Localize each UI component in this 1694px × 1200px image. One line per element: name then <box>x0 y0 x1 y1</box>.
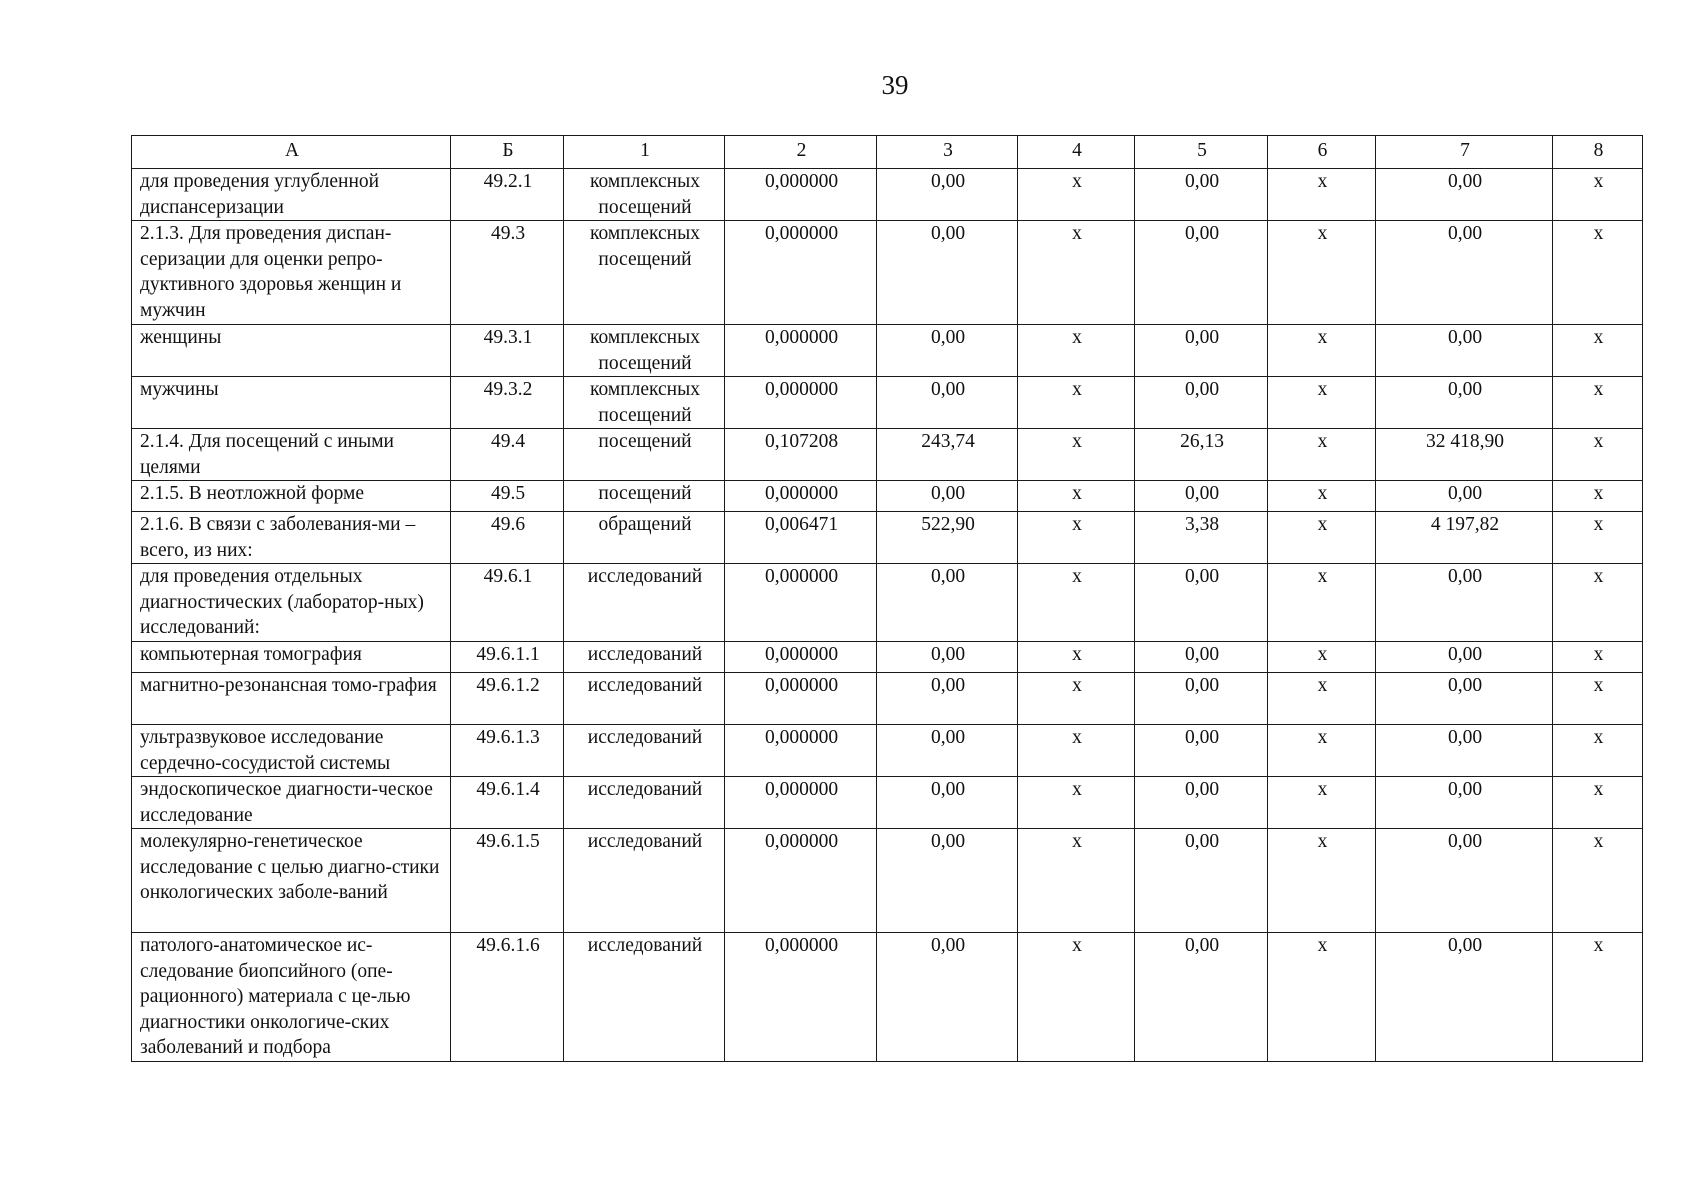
cell-col-8: х <box>1553 481 1643 512</box>
cell-col-2: 0,000000 <box>725 673 877 725</box>
cell-col-5: 0,00 <box>1135 564 1268 642</box>
row-code: 49.3.2 <box>451 377 564 429</box>
row-name: ультразвуковое исследование сердечно-сосудистой системы <box>132 725 451 777</box>
row-name: женщины <box>132 325 451 377</box>
cell-col-5: 0,00 <box>1135 933 1268 1062</box>
cell-col-7: 0,00 <box>1376 829 1553 933</box>
row-code: 49.4 <box>451 429 564 481</box>
cell-col-6: х <box>1268 642 1376 673</box>
table-row <box>132 221 1643 325</box>
cell-col-7: 0,00 <box>1376 169 1553 221</box>
page-number: 39 <box>881 70 909 100</box>
row-name: молекулярно-генетическое исследование с целью диагно-стики онкологических заболе-ваний <box>132 829 451 933</box>
cell-col-7: 4 197,82 <box>1376 512 1553 564</box>
col-header-a: А <box>132 136 451 169</box>
cell-col-3: 0,00 <box>877 481 1018 512</box>
row-name: магнитно-резонансная томо-графия <box>132 673 451 725</box>
cell-col-5: 3,38 <box>1135 512 1268 564</box>
cell-col-4: х <box>1018 829 1135 933</box>
cell-col-7: 32 418,90 <box>1376 429 1553 481</box>
cell-col-8: х <box>1553 933 1643 1062</box>
cell-col-5: 0,00 <box>1135 481 1268 512</box>
row-name: патолого-анатомическое ис-следование биопсийного (опе-рационного) материала с це-лью диагностики онкологиче-ских заболеваний и подбора <box>132 933 451 1062</box>
cell-col-4: х <box>1018 221 1135 325</box>
cell-col-3: 0,00 <box>877 169 1018 221</box>
cell-col-5: 26,13 <box>1135 429 1268 481</box>
cell-col-3: 0,00 <box>877 564 1018 642</box>
cell-col-6: х <box>1268 325 1376 377</box>
cell-col-7: 0,00 <box>1376 564 1553 642</box>
row-code: 49.6.1.4 <box>451 777 564 829</box>
cell-col-4: х <box>1018 169 1135 221</box>
row-code: 49.3.1 <box>451 325 564 377</box>
cell-col-8: х <box>1553 429 1643 481</box>
row-name: 2.1.6. В связи с заболевания-ми – всего, из них: <box>132 512 451 564</box>
cell-col-2: 0,000000 <box>725 933 877 1062</box>
col-header-1: 1 <box>564 136 725 169</box>
cell-col-4: х <box>1018 564 1135 642</box>
cell-col-6: х <box>1268 221 1376 325</box>
col-header-7: 7 <box>1376 136 1553 169</box>
cell-col-7: 0,00 <box>1376 481 1553 512</box>
cell-col-8: х <box>1553 169 1643 221</box>
col-header-3: 3 <box>877 136 1018 169</box>
cell-col-8: х <box>1553 221 1643 325</box>
table-row <box>132 673 1643 725</box>
cell-col-6: х <box>1268 829 1376 933</box>
cell-col-4: х <box>1018 933 1135 1062</box>
cell-col-7: 0,00 <box>1376 325 1553 377</box>
cell-col-2: 0,000000 <box>725 481 877 512</box>
cell-col-3: 0,00 <box>877 673 1018 725</box>
cell-col-4: х <box>1018 725 1135 777</box>
col-header-4: 4 <box>1018 136 1135 169</box>
cell-col-2: 0,000000 <box>725 377 877 429</box>
col-header-2: 2 <box>725 136 877 169</box>
row-code: 49.6.1.5 <box>451 829 564 933</box>
cell-col-8: х <box>1553 777 1643 829</box>
cell-col-4: х <box>1018 512 1135 564</box>
cell-col-6: х <box>1268 673 1376 725</box>
cell-col-3: 0,00 <box>877 725 1018 777</box>
row-code: 49.6 <box>451 512 564 564</box>
row-unit: комплексных посещений <box>564 221 725 325</box>
cell-col-2: 0,000000 <box>725 169 877 221</box>
cell-col-5: 0,00 <box>1135 642 1268 673</box>
table-row <box>132 725 1643 777</box>
cell-col-2: 0,000000 <box>725 829 877 933</box>
cell-col-2: 0,006471 <box>725 512 877 564</box>
table-row <box>132 642 1643 673</box>
row-name: 2.1.4. Для посещений с иными целями <box>132 429 451 481</box>
cell-col-8: х <box>1553 725 1643 777</box>
cell-col-3: 0,00 <box>877 377 1018 429</box>
cell-col-2: 0,000000 <box>725 564 877 642</box>
row-unit: исследований <box>564 933 725 1062</box>
cell-col-5: 0,00 <box>1135 169 1268 221</box>
cell-col-3: 0,00 <box>877 829 1018 933</box>
cell-col-6: х <box>1268 725 1376 777</box>
row-name: компьютерная томография <box>132 642 451 673</box>
table-row <box>132 377 1643 429</box>
table-row <box>132 169 1643 221</box>
row-name: мужчины <box>132 377 451 429</box>
cell-col-4: х <box>1018 429 1135 481</box>
cell-col-8: х <box>1553 512 1643 564</box>
col-header-8: 8 <box>1553 136 1643 169</box>
cell-col-3: 0,00 <box>877 325 1018 377</box>
row-code: 49.6.1.6 <box>451 933 564 1062</box>
cell-col-6: х <box>1268 564 1376 642</box>
row-unit: исследований <box>564 829 725 933</box>
row-unit: комплексных посещений <box>564 325 725 377</box>
cell-col-7: 0,00 <box>1376 673 1553 725</box>
cell-col-8: х <box>1553 564 1643 642</box>
row-unit: посещений <box>564 481 725 512</box>
cell-col-2: 0,000000 <box>725 642 877 673</box>
cell-col-7: 0,00 <box>1376 777 1553 829</box>
col-header-6: 6 <box>1268 136 1376 169</box>
cell-col-3: 0,00 <box>877 933 1018 1062</box>
cell-col-2: 0,000000 <box>725 221 877 325</box>
row-name: эндоскопическое диагности-ческое исследование <box>132 777 451 829</box>
cell-col-8: х <box>1553 325 1643 377</box>
cell-col-8: х <box>1553 829 1643 933</box>
cell-col-3: 0,00 <box>877 221 1018 325</box>
row-name: 2.1.3. Для проведения диспан-серизации для оценки репро-дуктивного здоровья женщин и мужчин <box>132 221 451 325</box>
row-unit: комплексных посещений <box>564 169 725 221</box>
cell-col-4: х <box>1018 481 1135 512</box>
table-row <box>132 777 1643 829</box>
cell-col-5: 0,00 <box>1135 777 1268 829</box>
cell-col-7: 0,00 <box>1376 725 1553 777</box>
cell-col-8: х <box>1553 673 1643 725</box>
cell-col-5: 0,00 <box>1135 829 1268 933</box>
cell-col-5: 0,00 <box>1135 673 1268 725</box>
row-unit: посещений <box>564 429 725 481</box>
table-row <box>132 829 1643 933</box>
header-row <box>132 136 1643 169</box>
cell-col-6: х <box>1268 777 1376 829</box>
row-code: 49.3 <box>451 221 564 325</box>
cell-col-7: 0,00 <box>1376 642 1553 673</box>
cell-col-6: х <box>1268 377 1376 429</box>
cell-col-3: 522,90 <box>877 512 1018 564</box>
cell-col-7: 0,00 <box>1376 377 1553 429</box>
row-unit: исследований <box>564 642 725 673</box>
table-row <box>132 481 1643 512</box>
row-unit: исследований <box>564 673 725 725</box>
row-code: 49.2.1 <box>451 169 564 221</box>
cell-col-7: 0,00 <box>1376 933 1553 1062</box>
row-code: 49.6.1.3 <box>451 725 564 777</box>
cell-col-3: 0,00 <box>877 777 1018 829</box>
cell-col-4: х <box>1018 777 1135 829</box>
table-row <box>132 325 1643 377</box>
cell-col-4: х <box>1018 642 1135 673</box>
cell-col-3: 0,00 <box>877 642 1018 673</box>
cell-col-4: х <box>1018 377 1135 429</box>
row-code: 49.5 <box>451 481 564 512</box>
cell-col-6: х <box>1268 429 1376 481</box>
cell-col-6: х <box>1268 481 1376 512</box>
row-name: для проведения отдельных диагностических (лаборатор-ных) исследований: <box>132 564 451 642</box>
row-name: для проведения углубленной диспансеризации <box>132 169 451 221</box>
row-code: 49.6.1.1 <box>451 642 564 673</box>
cell-col-8: х <box>1553 642 1643 673</box>
cell-col-6: х <box>1268 169 1376 221</box>
cell-col-5: 0,00 <box>1135 377 1268 429</box>
cell-col-2: 0,000000 <box>725 325 877 377</box>
cell-col-3: 243,74 <box>877 429 1018 481</box>
row-code: 49.6.1.2 <box>451 673 564 725</box>
cell-col-6: х <box>1268 933 1376 1062</box>
row-name: 2.1.5. В неотложной форме <box>132 481 451 512</box>
table-row <box>132 429 1643 481</box>
row-unit: исследований <box>564 777 725 829</box>
cell-col-2: 0,107208 <box>725 429 877 481</box>
cell-col-6: х <box>1268 512 1376 564</box>
cell-col-5: 0,00 <box>1135 725 1268 777</box>
cell-col-5: 0,00 <box>1135 325 1268 377</box>
cell-col-4: х <box>1018 673 1135 725</box>
col-header-5: 5 <box>1135 136 1268 169</box>
cell-col-2: 0,000000 <box>725 725 877 777</box>
row-code: 49.6.1 <box>451 564 564 642</box>
cell-col-2: 0,000000 <box>725 777 877 829</box>
table-row <box>132 933 1643 1062</box>
cell-col-8: х <box>1553 377 1643 429</box>
row-unit: исследований <box>564 725 725 777</box>
col-header-b: Б <box>451 136 564 169</box>
data-table <box>131 135 1643 1062</box>
table-row <box>132 512 1643 564</box>
row-unit: исследований <box>564 564 725 642</box>
row-unit: обращений <box>564 512 725 564</box>
cell-col-5: 0,00 <box>1135 221 1268 325</box>
cell-col-4: х <box>1018 325 1135 377</box>
cell-col-7: 0,00 <box>1376 221 1553 325</box>
row-unit: комплексных посещений <box>564 377 725 429</box>
table-row <box>132 564 1643 642</box>
